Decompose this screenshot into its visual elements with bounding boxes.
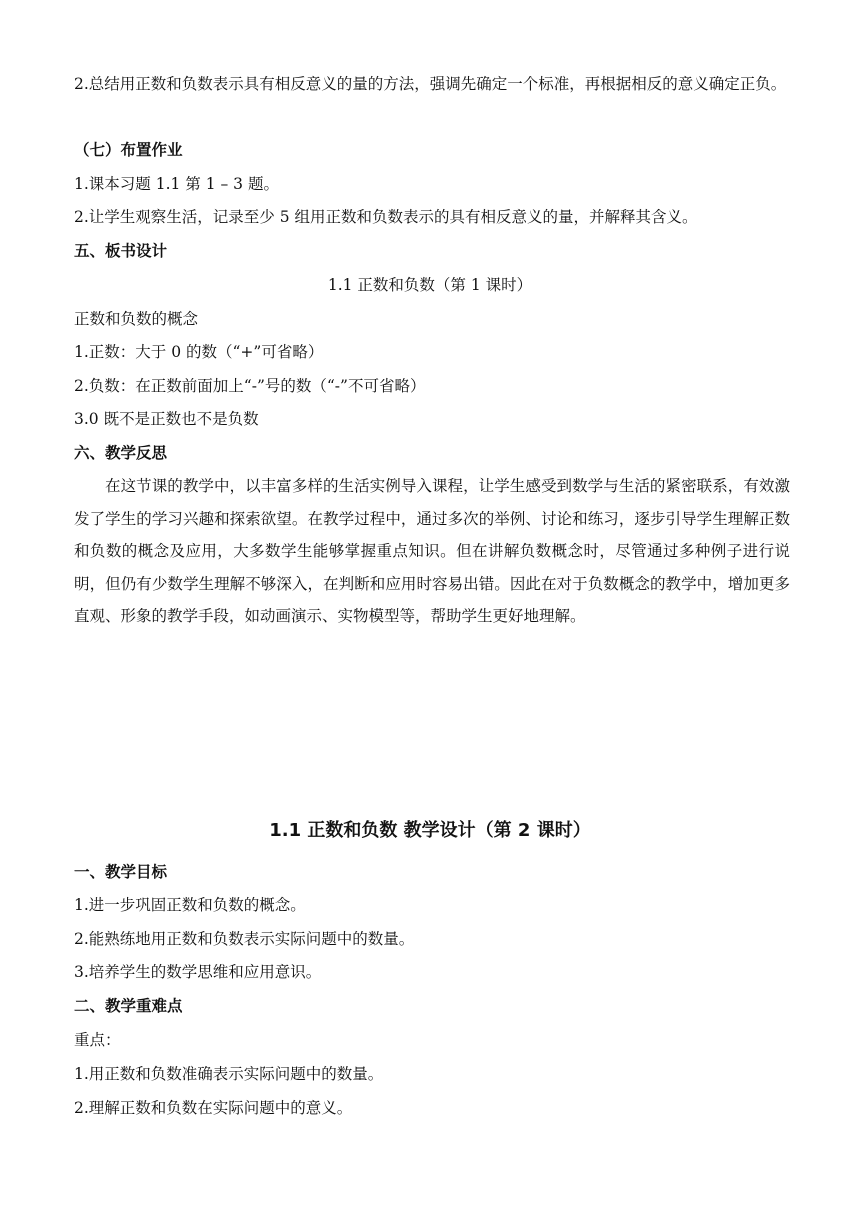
board-item-2: 2.负数：在正数前面加上“-”号的数（“-”不可省略） — [74, 377, 426, 395]
objective-item-2: 2.能熟练地用正数和负数表示实际问题中的数量。 — [74, 930, 415, 948]
board-design-heading: 五、板书设计 — [74, 242, 168, 260]
board-item-3: 3.0 既不是正数也不是负数 — [74, 410, 259, 428]
objective-item-3: 3.培养学生的数学思维和应用意识。 — [74, 963, 322, 981]
objectives-heading: 一、教学目标 — [74, 863, 168, 881]
objective-item-1: 1.进一步巩固正数和负数的概念。 — [74, 896, 306, 914]
key-points-heading: 二、教学重难点 — [74, 997, 183, 1015]
board-subtitle: 正数和负数的概念 — [74, 310, 199, 328]
key-points-label: 重点： — [74, 1031, 121, 1049]
key-point-item-1: 1.用正数和负数准确表示实际问题中的数量。 — [74, 1065, 384, 1083]
homework-heading: （七）布置作业 — [74, 141, 183, 159]
homework-item-2: 2.让学生观察生活，记录至少 5 组用正数和负数表示的具有相反意义的量，并解释其含义。 — [74, 208, 698, 226]
reflection-paragraph: 在这节课的教学中，以丰富多样的生活实例导入课程，让学生感受到数学与生活的紧密联系，有效激发了学生的学习兴趣和探索欲望。在教学过程中，通过多次的举例、讨论和练习，逐步引导学生理解正数和负数的概念及应用，大多数学生能够掌握重点知识。但在讲解负数概念时，尽管通过多种例子进行说明，但仍有少数学生理解不够深入，在判断和应用时容易出错。因此在对于负数概念的教学中，增加更多直观、形象的教学手段，如动画演示、实物模型等，帮助学生更好地理解。 — [74, 477, 790, 626]
board-item-1: 1.正数：大于 0 的数（“+”可省略） — [74, 343, 324, 361]
summary-item-2: 2.总结用正数和负数表示具有相反意义的量的方法，强调先确定一个标准，再根据相反的意义确定正负。 — [74, 75, 787, 93]
lesson2-title: 1.1 正数和负数 教学设计（第 2 课时） — [269, 820, 591, 841]
key-point-item-2: 2.理解正数和负数在实际问题中的意义。 — [74, 1099, 353, 1117]
board-title: 1.1 正数和负数（第 1 课时） — [327, 276, 533, 294]
homework-item-1: 1.课本习题 1.1 第 1 – 3 题。 — [74, 175, 279, 193]
reflection-heading: 六、教学反思 — [74, 444, 168, 462]
